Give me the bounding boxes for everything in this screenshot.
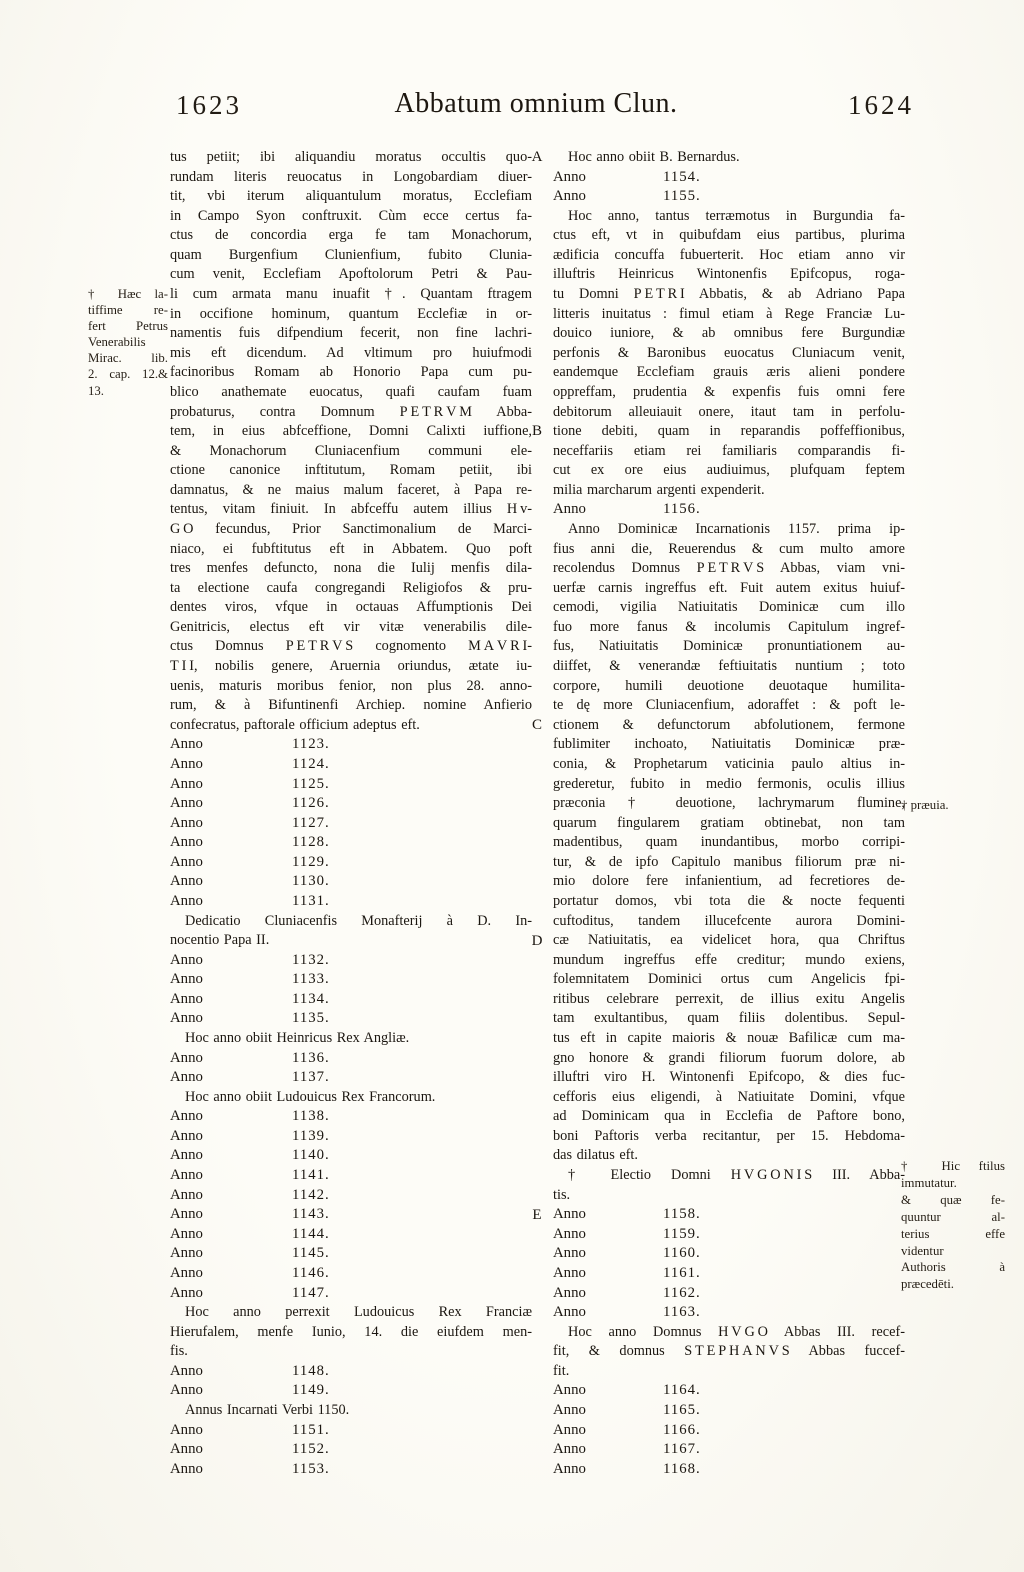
anno-label: Anno	[170, 1108, 203, 1125]
anno-year: 1154.	[663, 168, 701, 185]
text-line: quarum fingularem gratiam obtinebat, non tam	[553, 814, 905, 831]
text-line: confecratus, paftorale officium adeptus eft.	[170, 716, 420, 733]
text-line: tu Domni P E T R I Abbatis, & ab Adriano Papa	[553, 286, 905, 303]
text-line: tus petiit; ibi aliquandiu moratus occultis quo-	[170, 149, 532, 165]
text-line: ctionem & defunctorum abfolutionem, fermone	[553, 716, 905, 733]
anno-year: 1128.	[292, 834, 330, 851]
text-line: ctus de concordia erga fe tam Monachorum,	[170, 227, 532, 244]
text-line: te dę more Cluniacenfium, adoraffet : & poft le-	[553, 697, 905, 714]
text-line: G O fecundus, Prior Sanctimonalium de Marci-	[170, 520, 532, 537]
anno-label: Anno	[170, 1382, 203, 1399]
section-marker-c: C	[531, 717, 542, 733]
left-text-column	[170, 148, 532, 1479]
anno-year: 1130.	[292, 873, 330, 890]
margin-note	[901, 797, 1005, 814]
text-line: præconia † deuotione, lachrymarum flumine,	[553, 795, 905, 812]
anno-row	[170, 1225, 532, 1245]
anno-row	[553, 1460, 905, 1480]
text-line: portatur domos, vbi tota die & nocte fequenti	[553, 892, 905, 909]
margin-note-line: terius effe	[901, 1226, 1005, 1241]
text-line: douico iuniore, & ab omnibus fere Burgundiæ	[553, 325, 905, 342]
margin-note-line: 13.	[88, 383, 104, 398]
anno-label: Anno	[553, 1402, 586, 1418]
margin-note-line: † Hæc la-	[88, 287, 168, 301]
anno-label: Anno	[170, 1245, 203, 1262]
anno-row	[170, 970, 532, 990]
anno-year: 1132.	[292, 951, 330, 968]
text-line: fuo more fanus & incolumis Capitulum ingref-	[553, 618, 905, 635]
margin-note-line: Mirac. lib.	[88, 351, 168, 366]
text-line: oppreffam, prudentia & expenfis fuis omni fere	[553, 383, 905, 400]
text-line: tus eft in capite maioris & nouæ Bafilicæ cum ma-	[553, 1030, 905, 1047]
anno-row	[170, 1421, 532, 1441]
anno-label: Anno	[170, 1441, 203, 1458]
anno-row	[553, 1264, 905, 1284]
anno-row	[553, 1205, 905, 1225]
anno-label: Anno	[553, 1264, 586, 1281]
text-line: cæ Natiuitatis, ea videlicet hora, qua Chriftus	[553, 932, 905, 949]
anno-row	[170, 1166, 532, 1186]
anno-label: Anno	[553, 168, 586, 185]
anno-label: Anno	[170, 795, 203, 812]
text-line: fius anni die, Reuerendus & cum multo amore	[553, 540, 905, 557]
text-line: & Monachorum Cluniacenfium communi ele-	[170, 442, 532, 459]
anno-row	[553, 187, 905, 207]
anno-row	[170, 892, 532, 912]
text-line: tam exultantibus, quam filiis dolentibus. Sepul-	[553, 1010, 905, 1027]
anno-row	[553, 1225, 905, 1245]
anno-label: Anno	[170, 1147, 203, 1164]
anno-row	[170, 775, 532, 795]
anno-year: 1133.	[292, 971, 330, 988]
anno-year: 1129.	[292, 853, 330, 870]
text-line: Dedicatio Cluniacenfis Monafterij à D. In-	[185, 912, 532, 929]
anno-label: Anno	[170, 892, 203, 909]
anno-row	[170, 1068, 532, 1088]
anno-label: Anno	[170, 1127, 203, 1144]
text-line: namentis fuis difpendium fecerit, non fine lachri-	[170, 325, 532, 342]
margin-note-line: videntur	[901, 1243, 944, 1258]
margin-note-line: Authoris à	[901, 1260, 1005, 1275]
anno-label: Anno	[170, 736, 203, 753]
anno-row	[170, 1440, 532, 1460]
anno-label: Anno	[170, 775, 203, 792]
anno-year: 1149.	[292, 1382, 330, 1399]
text-line: nocentio Papa II.	[170, 932, 270, 949]
anno-row	[170, 1146, 532, 1166]
anno-label: Anno	[553, 1441, 586, 1458]
anno-year: 1155.	[663, 188, 701, 205]
anno-row	[553, 1284, 905, 1304]
anno-label: Anno	[553, 501, 586, 518]
anno-year: 1140.	[292, 1147, 330, 1164]
anno-label: Anno	[170, 834, 203, 851]
anno-year: 1134.	[292, 990, 330, 1007]
anno-year: 1137.	[292, 1069, 330, 1086]
anno-row	[170, 1009, 532, 1029]
anno-label: Anno	[170, 971, 203, 988]
margin-note-line: quuntur al-	[901, 1209, 1005, 1224]
text-line: cut ex ore eius audiuimus, plufquam feptem	[553, 462, 905, 479]
text-line: recolendus Domnus P E T R V S Abbas, viam vni-	[553, 560, 905, 577]
text-line: cefforis eius eligendi, à Natiuitate Domini, vfque	[553, 1088, 905, 1105]
text-line: probaturus, contra Domnum P E T R V M Abba-	[170, 403, 532, 420]
text-line: Hoc anno Domnus H V G O Abbas III. recef-	[568, 1323, 905, 1340]
margin-note-line: & quæ fe-	[901, 1192, 1005, 1207]
anno-year: 1136.	[292, 1049, 330, 1066]
text-line: Hierufalem, menfe Iunio, 14. die eiufdem men-	[170, 1323, 532, 1340]
anno-year: 1135.	[292, 1010, 330, 1027]
text-line: fublimiter inchoato, Natiuitatis Dominicæ præ-	[553, 736, 905, 753]
section-marker-d: D	[531, 933, 543, 949]
text-line: milia marcharum argenti expenderit.	[553, 481, 765, 498]
anno-label: Anno	[170, 1010, 203, 1027]
margin-note-line: fert Petrus	[88, 319, 168, 334]
text-line: Hoc anno, tantus terræmotus in Burgundia fa-	[568, 207, 905, 224]
text-line: mundum ingreffus effe creditur; mundo exiens,	[553, 951, 905, 968]
text-line: neceffariis etiam rei familiaris comparandis fi-	[553, 442, 905, 459]
text-line: uenis, maturis moribus fenior, non plus 28. anno-	[170, 677, 532, 694]
anno-row	[170, 1205, 532, 1225]
text-line: folemnitatem Dominici ortus cum Angelicis fpi-	[553, 971, 905, 988]
margin-note-line: præcedēti.	[901, 1277, 954, 1292]
text-line: illuftris Heinricus Wintonenfis Epifcopus, roga-	[553, 266, 905, 283]
text-line: mio dolore fere infanientium, ad fecretiores de-	[553, 873, 905, 890]
paragraph	[553, 1166, 905, 1205]
paragraph	[170, 912, 532, 951]
anno-year: 1125.	[292, 775, 330, 792]
anno-year: 1145.	[292, 1245, 330, 1262]
anno-row	[553, 1440, 905, 1460]
text-line: Hoc anno obiit Ludouicus Rex Francorum.	[185, 1088, 436, 1105]
section-marker-b: B	[531, 423, 542, 439]
margin-note-line: immutatur.	[901, 1175, 957, 1190]
anno-year: 1126.	[292, 795, 330, 812]
anno-label: Anno	[170, 1167, 203, 1184]
anno-label: Anno	[170, 873, 203, 890]
text-line: rum, & à Bifuntinenfi Archiep. nomine Anfierio	[170, 697, 532, 714]
anno-label: Anno	[170, 1186, 203, 1203]
anno-row	[170, 1049, 532, 1069]
paragraph	[553, 520, 905, 1166]
anno-row	[170, 794, 532, 814]
margin-note-line: 2. cap. 12.&	[88, 367, 168, 382]
text-line: litteris inuitatus : fimul etiam à Rege Franciæ Lu-	[553, 305, 905, 322]
text-line: tione debiti, quam in reparandis poffeffionibus,	[553, 423, 905, 440]
anno-row	[170, 735, 532, 755]
anno-label: Anno	[170, 1362, 203, 1379]
text-line: Genitricis, electus eft vir vitæ venerabilis dile-	[170, 618, 532, 635]
anno-year: 1123.	[292, 736, 330, 753]
anno-row	[553, 1381, 905, 1401]
paragraph	[553, 207, 905, 501]
margin-note	[901, 1158, 1005, 1293]
anno-year: 1167.	[663, 1441, 701, 1458]
text-line: fis.	[170, 1343, 188, 1360]
anno-label: Anno	[553, 1460, 586, 1477]
text-line: conia, & Prophetarum vaticinia paulo altius in-	[553, 755, 905, 772]
anno-row	[170, 1362, 532, 1382]
margin-note-line: tiffime re-	[88, 303, 168, 318]
anno-label: Anno	[170, 1421, 203, 1438]
paragraph	[553, 1323, 905, 1382]
anno-label: Anno	[170, 1206, 203, 1223]
text-line: dentes viros, vfque in octauas Affumptionis Dei	[170, 599, 532, 616]
anno-label: Anno	[553, 1206, 586, 1223]
anno-year: 1166.	[663, 1421, 701, 1438]
anno-label: Anno	[170, 1049, 203, 1066]
anno-row	[170, 1127, 532, 1147]
anno-year: 1124.	[292, 755, 330, 772]
margin-note-line: † Hic ftilus	[901, 1159, 1005, 1173]
anno-label: Anno	[170, 1225, 203, 1242]
anno-label: Anno	[553, 1421, 586, 1438]
anno-label: Anno	[170, 853, 203, 870]
anno-label: Anno	[553, 188, 586, 205]
text-line: fit.	[553, 1362, 570, 1379]
paragraph	[170, 1303, 532, 1362]
anno-year: 1151.	[292, 1421, 330, 1438]
text-line: eandemque Ecclefiam grauis æris alieni pondere	[553, 364, 905, 381]
anno-year: 1153.	[292, 1460, 330, 1477]
text-line: cemodi, vigilia Natiuitatis Dominicæ cum illo	[553, 599, 905, 616]
text-line: ctus Domnus P E T R V S cognomento M A V R I-	[170, 638, 532, 655]
anno-row	[553, 1244, 905, 1264]
page-number-left: 1623	[176, 90, 242, 120]
text-line: fus, Natiuitatis Dominicæ pronuntiationem au-	[553, 638, 905, 655]
page-number-right: 1624	[848, 90, 914, 120]
anno-row	[170, 1107, 532, 1127]
text-line: quam Burgenfium Clunienfium, fubito Clunia-	[170, 246, 532, 263]
text-line: tem, in eius abfceffione, Domni Calixti iuffione,	[170, 423, 532, 440]
anno-year: 1138.	[292, 1108, 330, 1125]
anno-label: Anno	[170, 755, 203, 772]
text-line: tis.	[553, 1186, 571, 1203]
anno-row	[170, 1381, 532, 1401]
anno-row	[170, 853, 532, 873]
text-line: damnatus, & ne maius malum faceret, à Papa re-	[170, 481, 532, 498]
anno-label: Anno	[553, 1225, 586, 1242]
anno-row	[170, 872, 532, 892]
anno-year: 1141.	[292, 1167, 330, 1184]
anno-row	[170, 755, 532, 775]
text-line: fit, & domnus S T E P H A N V S Abbas fuccef-	[553, 1343, 905, 1360]
anno-row	[553, 500, 905, 520]
text-line: rundam literis reuocatus in Longobardiam diuer-	[170, 168, 532, 185]
text-line: Annus Incarnati Verbi 1150.	[185, 1402, 350, 1418]
anno-year: 1162.	[663, 1284, 701, 1301]
anno-row	[170, 1284, 532, 1304]
anno-row	[170, 1264, 532, 1284]
anno-year: 1127.	[292, 814, 330, 831]
anno-row	[170, 951, 532, 971]
margin-note-line: † præuia.	[901, 798, 949, 812]
anno-label: Anno	[553, 1245, 586, 1262]
anno-year: 1143.	[292, 1206, 330, 1223]
text-line: Hoc anno perrexit Ludouicus Rex Franciæ	[185, 1304, 532, 1321]
anno-row	[553, 1303, 905, 1323]
anno-row	[170, 1186, 532, 1206]
text-line: ad Dominicam qua in Ecclefia de Paftore bono,	[553, 1108, 905, 1125]
text-line: ædificia concuffa fubuerterit. Hoc etiam anno vir	[553, 246, 905, 263]
text-line: tit, vbi iterum aliquantulum moratus, Ecclefiam	[170, 188, 532, 205]
text-line: tres menfes defuncto, nona die Iulij menfis dila-	[170, 560, 532, 577]
text-line: † Electio Domni H V G O N I S III. Abba-	[568, 1167, 905, 1184]
text-line: niaco, ei fubftitutus eft in Abbatem. Quo poft	[170, 540, 532, 557]
anno-row	[553, 1401, 905, 1421]
text-line: uerfæ carnis ingreffus eft. Fuit autem exitus huiuf-	[553, 579, 905, 596]
anno-row	[170, 814, 532, 834]
anno-year: 1165.	[663, 1402, 701, 1418]
anno-year: 1147.	[292, 1284, 330, 1301]
anno-label: Anno	[553, 1284, 586, 1301]
page-title: Abbatum omnium Clun.	[394, 88, 678, 119]
text-line: boni Paftoris verba recitantur, per 15. Hebdoma-	[553, 1127, 905, 1144]
anno-row	[553, 1421, 905, 1441]
anno-label: Anno	[170, 990, 203, 1007]
anno-year: 1146.	[292, 1264, 330, 1281]
text-line: cum venit, Ecclefiam Apoftolorum Petri & Pau-	[170, 266, 532, 283]
text-line: illuftri viro H. Wintonenfi Epifcopo, & dies fuc-	[553, 1069, 905, 1086]
text-line: ritibus celebrare perrexit, de illius exitu Angelis	[553, 990, 905, 1007]
section-marker-e: E	[532, 1207, 542, 1223]
anno-row	[170, 1460, 532, 1480]
text-line: tur, & de ipfo Capitulo manibus filiorum præ ni-	[553, 853, 905, 870]
text-line: ta electione caufa congregandi Religiofos & pru-	[170, 579, 532, 596]
anno-year: 1156.	[663, 501, 701, 518]
text-line: Anno Dominicæ Incarnationis 1157. prima ip-	[568, 520, 905, 537]
margin-note	[88, 286, 168, 399]
anno-year: 1152.	[292, 1441, 330, 1458]
anno-label: Anno	[553, 1382, 586, 1399]
text-line: Hoc anno obiit B. Bernardus.	[568, 149, 740, 165]
anno-row	[553, 168, 905, 188]
text-line: ctus eft, vt in quibufdam eius partibus, plurima	[553, 227, 905, 244]
text-line: debitorum alleuiauit onere, itaut tam in perfolu-	[553, 403, 905, 420]
margin-note-line: Venerabilis	[88, 335, 146, 350]
anno-label: Anno	[170, 1460, 203, 1477]
anno-year: 1160.	[663, 1245, 701, 1262]
text-line: grederetur, fubito in medio fermonis, oculis illius	[553, 775, 905, 792]
text-line: perfonis & Baronibus euocatus Cluniacum venit,	[553, 344, 905, 361]
text-line: tentus, vitam finiuit. In abfceffu autem illius H v-	[170, 501, 532, 518]
text-line: li cum armata manu inuafit †. Quantam ftragem	[170, 286, 532, 303]
anno-year: 1159.	[663, 1225, 701, 1242]
paragraph	[170, 148, 532, 735]
text-line: gno honore & grandi filiorum fuorum dolore, ab	[553, 1049, 905, 1066]
anno-label: Anno	[170, 1264, 203, 1281]
anno-row	[170, 833, 532, 853]
anno-year: 1164.	[663, 1382, 701, 1399]
anno-label: Anno	[170, 1284, 203, 1301]
text-line: facinoribus Romam ab Honorio Papa cum pu-	[170, 364, 532, 381]
anno-label: Anno	[170, 1069, 203, 1086]
anno-label: Anno	[170, 951, 203, 968]
text-line: cuftoditus, tandem illucefcente aurora Domini-	[553, 912, 905, 929]
text-line: madentibus, quam inundantibus, morbo corripi-	[553, 834, 905, 851]
anno-year: 1139.	[292, 1127, 330, 1144]
anno-year: 1148.	[292, 1362, 330, 1379]
text-line: T I I, nobilis genere, Aruernia oriundus, ætate iu-	[170, 658, 532, 675]
anno-row	[170, 1244, 532, 1264]
text-line: blico anathemate euocatus, quafi caufam fuam	[170, 383, 532, 400]
anno-year: 1161.	[663, 1264, 701, 1281]
anno-row	[170, 990, 532, 1010]
right-text-column	[553, 148, 905, 1479]
anno-year: 1158.	[663, 1206, 701, 1223]
text-line: corpore, humili deuotione deuotaque humilita-	[553, 677, 905, 694]
text-line: mis eft dicendum. Ad vltimum pro huiufmodi	[170, 344, 532, 361]
anno-year: 1168.	[663, 1460, 701, 1477]
text-line: in occifione hominum, quantum Ecclefiæ in or-	[170, 305, 532, 322]
text-line: ctione canonice inftitutum, Romam petiit, ibi	[170, 462, 532, 479]
anno-year: 1142.	[292, 1186, 330, 1203]
text-line: Hoc anno obiit Heinricus Rex Angliæ.	[185, 1030, 410, 1047]
anno-year: 1144.	[292, 1225, 330, 1242]
anno-label: Anno	[553, 1304, 586, 1321]
text-line: in Campo Syon conftruxit. Cùm ecce certus fa-	[170, 207, 532, 224]
text-line: diiffet, & venerandæ feftiuitatis nuntium ; toto	[553, 658, 905, 675]
anno-label: Anno	[170, 814, 203, 831]
anno-year: 1163.	[663, 1304, 701, 1321]
anno-year: 1131.	[292, 892, 330, 909]
text-line: das dilatus eft.	[553, 1147, 638, 1164]
section-marker-a: A	[531, 149, 543, 165]
